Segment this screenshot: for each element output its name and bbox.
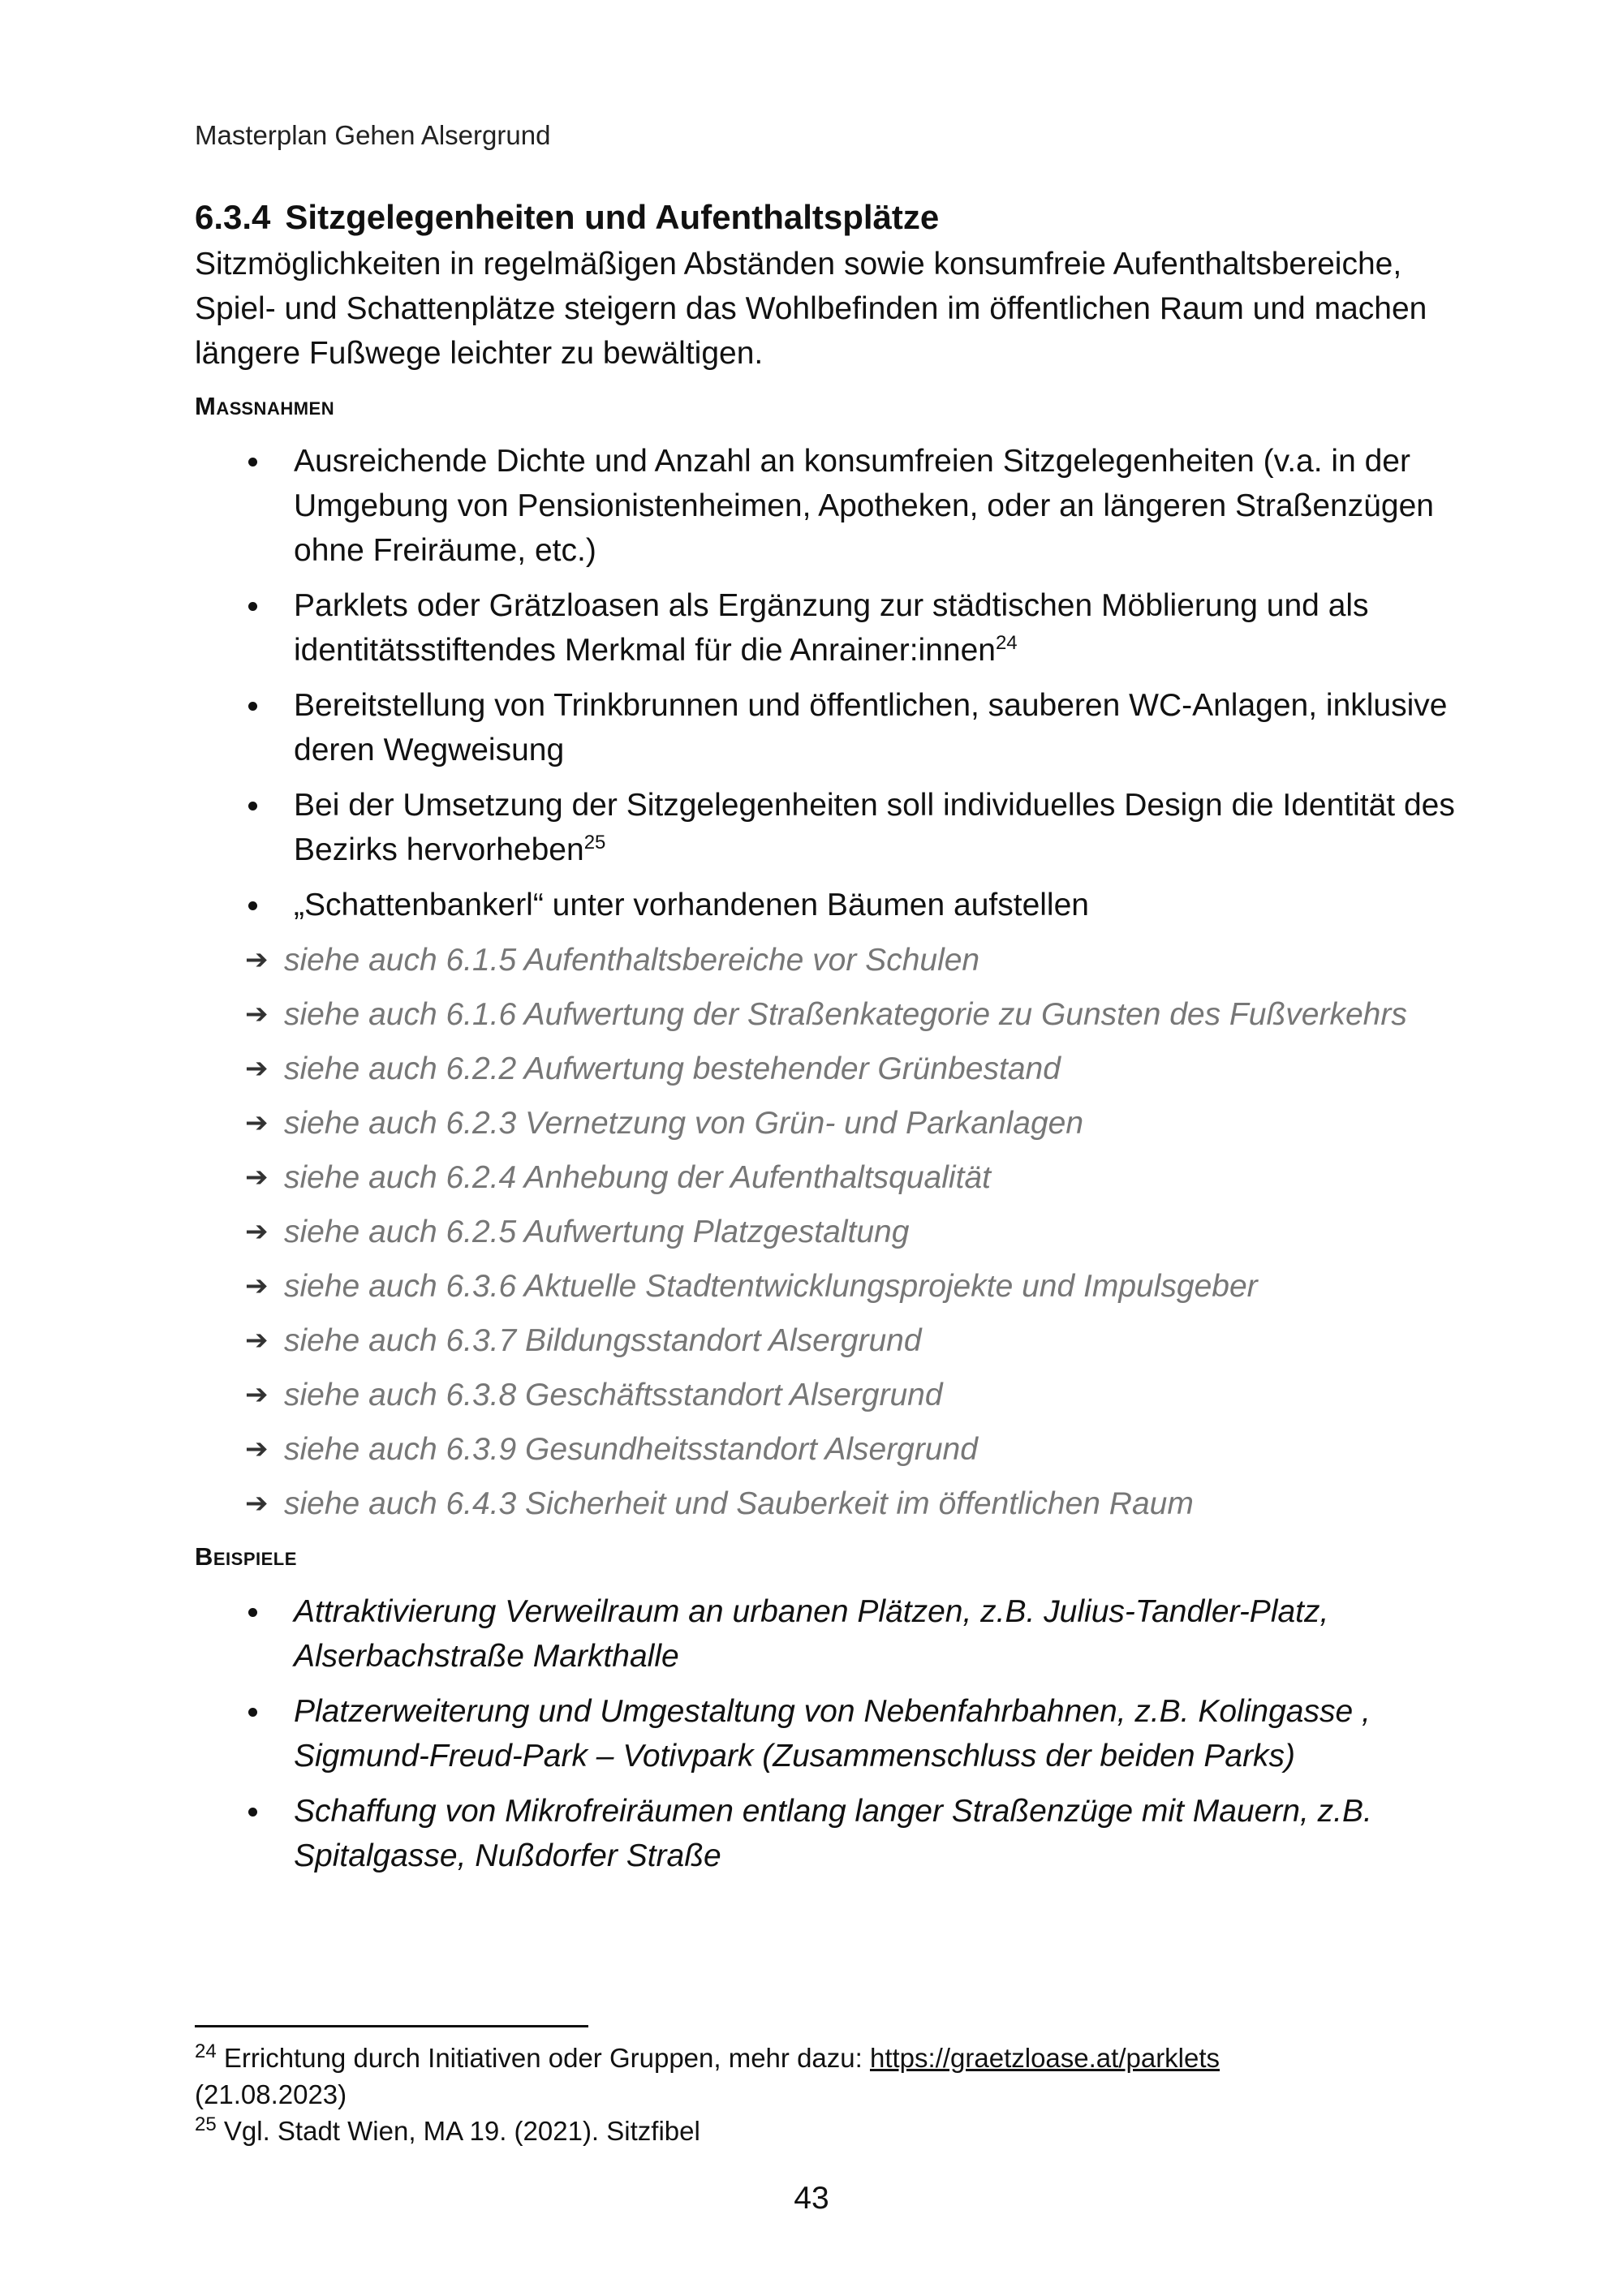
list-item bbox=[195, 1689, 1461, 1778]
cross-reference-link[interactable] bbox=[195, 1210, 1461, 1254]
list-item bbox=[195, 683, 1461, 772]
beispiele-list bbox=[195, 1589, 1461, 1878]
footnote-24 bbox=[195, 2040, 1461, 2113]
bullet-icon bbox=[248, 802, 257, 810]
footnote-number: 24 bbox=[195, 2040, 217, 2062]
cross-reference-text: siehe auch 6.2.4 Anhebung der Aufenthaltsqualität bbox=[284, 1160, 991, 1195]
cross-reference-link[interactable] bbox=[195, 1047, 1461, 1091]
bullet-icon bbox=[248, 901, 257, 910]
list-item bbox=[195, 439, 1461, 573]
bullet-icon bbox=[248, 1608, 257, 1617]
cross-reference-text: siehe auch 6.2.5 Aufwertung Platzgestaltung bbox=[284, 1215, 910, 1249]
arrow-right-icon: ➔ bbox=[245, 1162, 269, 1193]
cross-reference-text: siehe auch 6.1.6 Aufwertung der Straßenkategorie zu Gunsten des Fußverkehrs bbox=[284, 997, 1407, 1032]
cross-reference-text: siehe auch 6.3.8 Geschäftsstandort Alsergrund bbox=[284, 1378, 943, 1412]
massnahmen-list bbox=[195, 439, 1461, 927]
list-item-text: Bei der Umsetzung der Sitzgelegenheiten soll individuelles Design die Identität des Bezirks hervorheben bbox=[294, 788, 1455, 867]
cross-reference-list bbox=[195, 938, 1461, 1526]
cross-reference-link[interactable] bbox=[195, 1481, 1461, 1526]
list-item-text: Platzerweiterung und Umgestaltung von Nebenfahrbahnen, z.B. Kolingasse , Sigmund-Freud-Park – Votivpark (Zusammenschluss der beiden Parks) bbox=[294, 1694, 1371, 1774]
arrow-right-icon: ➔ bbox=[245, 1271, 269, 1301]
footnote-25 bbox=[195, 2113, 1461, 2149]
beispiele-label: Beispiele bbox=[195, 1542, 297, 1571]
cross-reference-text: siehe auch 6.3.6 Aktuelle Stadtentwicklungsprojekte und Impulsgeber bbox=[284, 1269, 1258, 1304]
arrow-right-icon: ➔ bbox=[245, 1325, 269, 1356]
arrow-right-icon: ➔ bbox=[245, 1488, 269, 1519]
list-item bbox=[195, 1789, 1461, 1878]
cross-reference-link[interactable] bbox=[195, 1101, 1461, 1146]
section-title: Sitzgelegenheiten und Aufenthaltsplätze bbox=[285, 198, 940, 236]
page-number: 43 bbox=[794, 2181, 829, 2216]
footnotes bbox=[195, 2040, 1461, 2149]
footnote-ref[interactable]: 24 bbox=[995, 632, 1018, 654]
arrow-right-icon: ➔ bbox=[245, 944, 269, 975]
arrow-right-icon: ➔ bbox=[245, 1379, 269, 1410]
cross-reference-text: siehe auch 6.2.3 Vernetzung von Grün- und Parkanlagen bbox=[284, 1106, 1084, 1141]
cross-reference-link[interactable] bbox=[195, 1318, 1461, 1363]
main-content bbox=[195, 193, 1461, 1889]
footnote-date: (21.08.2023) bbox=[195, 2079, 347, 2109]
footnote-ref[interactable]: 25 bbox=[583, 832, 606, 853]
section-number: 6.3.4 bbox=[195, 198, 271, 236]
arrow-right-icon: ➔ bbox=[245, 1216, 269, 1247]
bullet-icon bbox=[248, 602, 257, 611]
section-intro: Sitzmöglichkeiten in regelmäßigen Abständen sowie konsumfreie Aufenthaltsbereiche, Spiel- und Schattenplätze steigern das Wohlbefinden im öffentlichen Raum und machen längere Fußwege leichter zu bewältigen. bbox=[195, 247, 1427, 371]
cross-reference-link[interactable] bbox=[195, 992, 1461, 1037]
footnote-number: 25 bbox=[195, 2113, 217, 2135]
list-item bbox=[195, 583, 1461, 673]
massnahmen-label: Maßnahmen bbox=[195, 392, 335, 420]
bullet-icon bbox=[248, 1808, 257, 1817]
cross-reference-text: siehe auch 6.2.2 Aufwertung bestehender Grünbestand bbox=[284, 1051, 1061, 1086]
arrow-right-icon: ➔ bbox=[245, 1107, 269, 1138]
running-header: Masterplan Gehen Alsergrund bbox=[195, 120, 551, 150]
footnote-text: Errichtung durch Initiativen oder Gruppen, mehr dazu: bbox=[223, 2043, 870, 2073]
footnote-text: Vgl. Stadt Wien, MA 19. (2021). Sitzfibel bbox=[223, 2116, 700, 2146]
list-item-text: „Schattenbankerl“ unter vorhandenen Bäumen aufstellen bbox=[294, 888, 1089, 922]
arrow-right-icon: ➔ bbox=[245, 1053, 269, 1084]
section-heading bbox=[195, 193, 1461, 242]
bullet-icon bbox=[248, 702, 257, 711]
list-item-text: Parklets oder Grätzloasen als Ergänzung zur städtischen Möblierung und als identitätsstiftendes Merkmal für die Anrainer:innen bbox=[294, 588, 1369, 668]
list-item-text: Attraktivierung Verweilraum an urbanen Plätzen, z.B. Julius-Tandler-Platz, Alserbachstraße Markthalle bbox=[294, 1594, 1329, 1674]
cross-reference-text: siehe auch 6.3.7 Bildungsstandort Alsergrund bbox=[284, 1323, 922, 1358]
cross-reference-link[interactable] bbox=[195, 938, 1461, 982]
cross-reference-link[interactable] bbox=[195, 1264, 1461, 1309]
cross-reference-text: siehe auch 6.3.9 Gesundheitsstandort Alsergrund bbox=[284, 1432, 978, 1467]
arrow-right-icon: ➔ bbox=[245, 1434, 269, 1464]
list-item-text: Bereitstellung von Trinkbrunnen und öffentlichen, sauberen WC-Anlagen, inklusive deren Wegweisung bbox=[294, 688, 1448, 767]
list-item bbox=[195, 883, 1461, 927]
list-item bbox=[195, 783, 1461, 872]
cross-reference-link[interactable] bbox=[195, 1373, 1461, 1417]
footnote-link[interactable]: https://graetzloase.at/parklets bbox=[869, 2043, 1220, 2073]
cross-reference-text: siehe auch 6.4.3 Sicherheit und Sauberkeit im öffentlichen Raum bbox=[284, 1486, 1194, 1521]
list-item-text: Schaffung von Mikrofreiräumen entlang langer Straßenzüge mit Mauern, z.B. Spitalgasse, Nußdorfer Straße bbox=[294, 1794, 1372, 1873]
list-item-text: Ausreichende Dichte und Anzahl an konsumfreien Sitzgelegenheiten (v.a. in der Umgebung von Pensionistenheimen, Apotheken, oder an längeren Straßenzügen ohne Freiräume, etc.) bbox=[294, 444, 1434, 568]
cross-reference-link[interactable] bbox=[195, 1427, 1461, 1472]
list-item bbox=[195, 1589, 1461, 1679]
footnote-divider bbox=[195, 2025, 588, 2027]
arrow-right-icon: ➔ bbox=[245, 999, 269, 1030]
bullet-icon bbox=[248, 1708, 257, 1717]
bullet-icon bbox=[248, 458, 257, 467]
cross-reference-link[interactable] bbox=[195, 1155, 1461, 1200]
cross-reference-text: siehe auch 6.1.5 Aufenthaltsbereiche vor Schulen bbox=[284, 943, 980, 978]
